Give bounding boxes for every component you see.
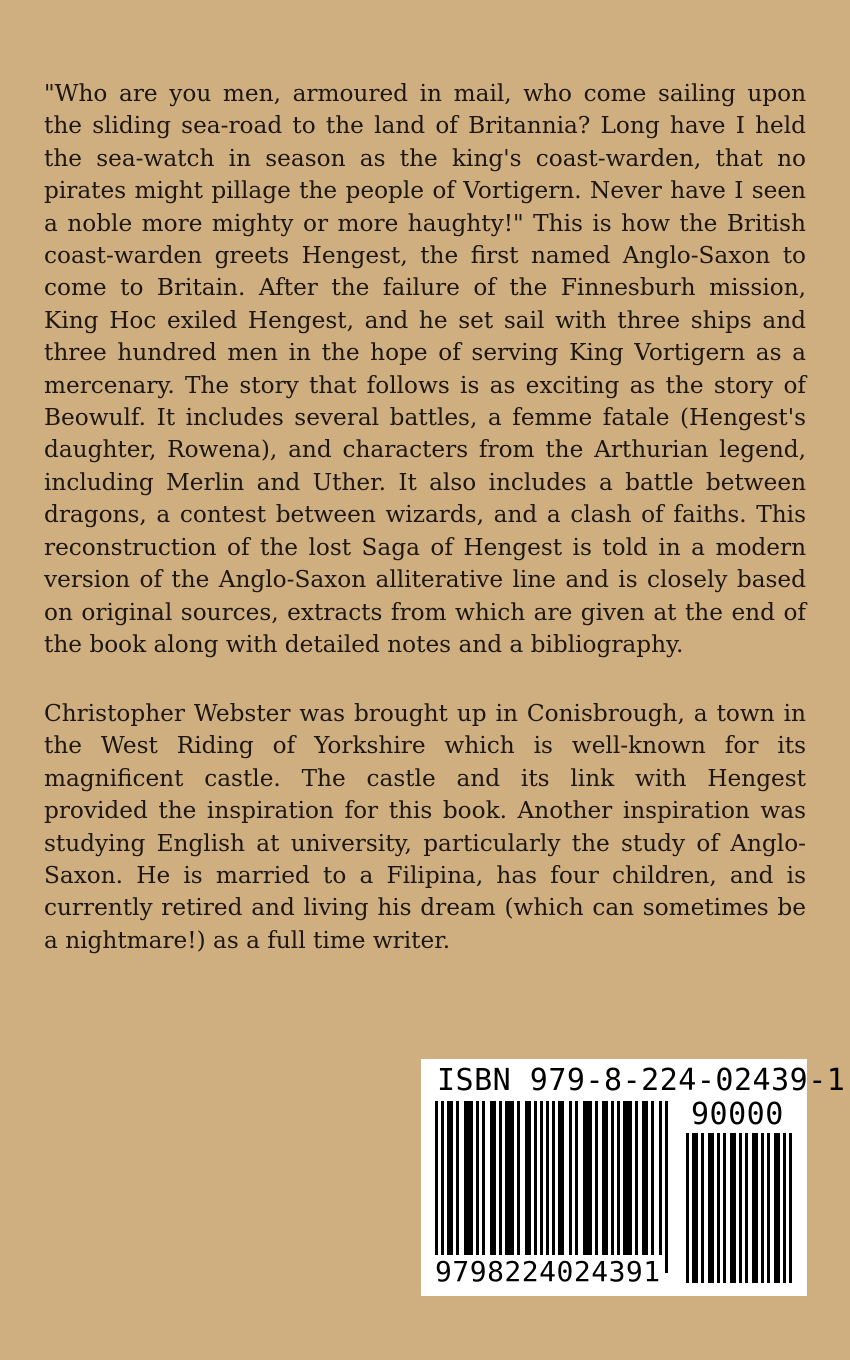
book-description: "Who are you men, armoured in mail, who come sailing upon the sliding sea-road to the land of Britannia? Long have I held the sea-watch in season as the king's coast-warden, that no pirates might pillage the people of Vortigern. Never have I seen a noble more mighty or more haughty!" This is how the British coast-warden greets Hengest, the first named Anglo-Saxon to come to Britain. After the failure of the Finnesburh mission, King Hoc exiled Hengest, and he set sail with three ships and three hundred men in the hope of serving King Vortigern as a mercenary. The story that follows is as exciting as the story of Beowulf. It includes several battles, a femme fatale (Hengest's daughter, Rowena), and characters from the Arthurian legend, including Merlin and Uther. It also includes a battle between dragons, a contest between wizards, and a clash of faiths. This reconstruction of the lost Saga of Hengest is told in a modern version of the Anglo-Saxon alliterative line and is closely based on original sources, extracts from which are given at the end of the book along with detailed notes and a bibliography. [44,80,806,658]
author-bio: Christopher Webster was brought up in Conisbrough, a town in the West Riding of Yorkshire which is well-known for its magnificent castle. The castle and its link with Hengest provided the inspiration for this book. Another inspiration was studying English at university, particularly the study of Anglo-Saxon. He is married to a Filipina, has four children, and is currently retired and living his dream (which can sometimes be a nightmare!) as a full time writer. [44,700,806,954]
ean-barcode-bars [435,1101,671,1273]
isbn-barcode-block [421,1059,846,1296]
ean-digits: 9798224024391 [435,1255,661,1288]
price-code: 90000 [691,1097,784,1132]
isbn-label: ISBN 979-8-224-02439-1 [437,1063,846,1098]
addon-barcode-bars [686,1133,794,1283]
